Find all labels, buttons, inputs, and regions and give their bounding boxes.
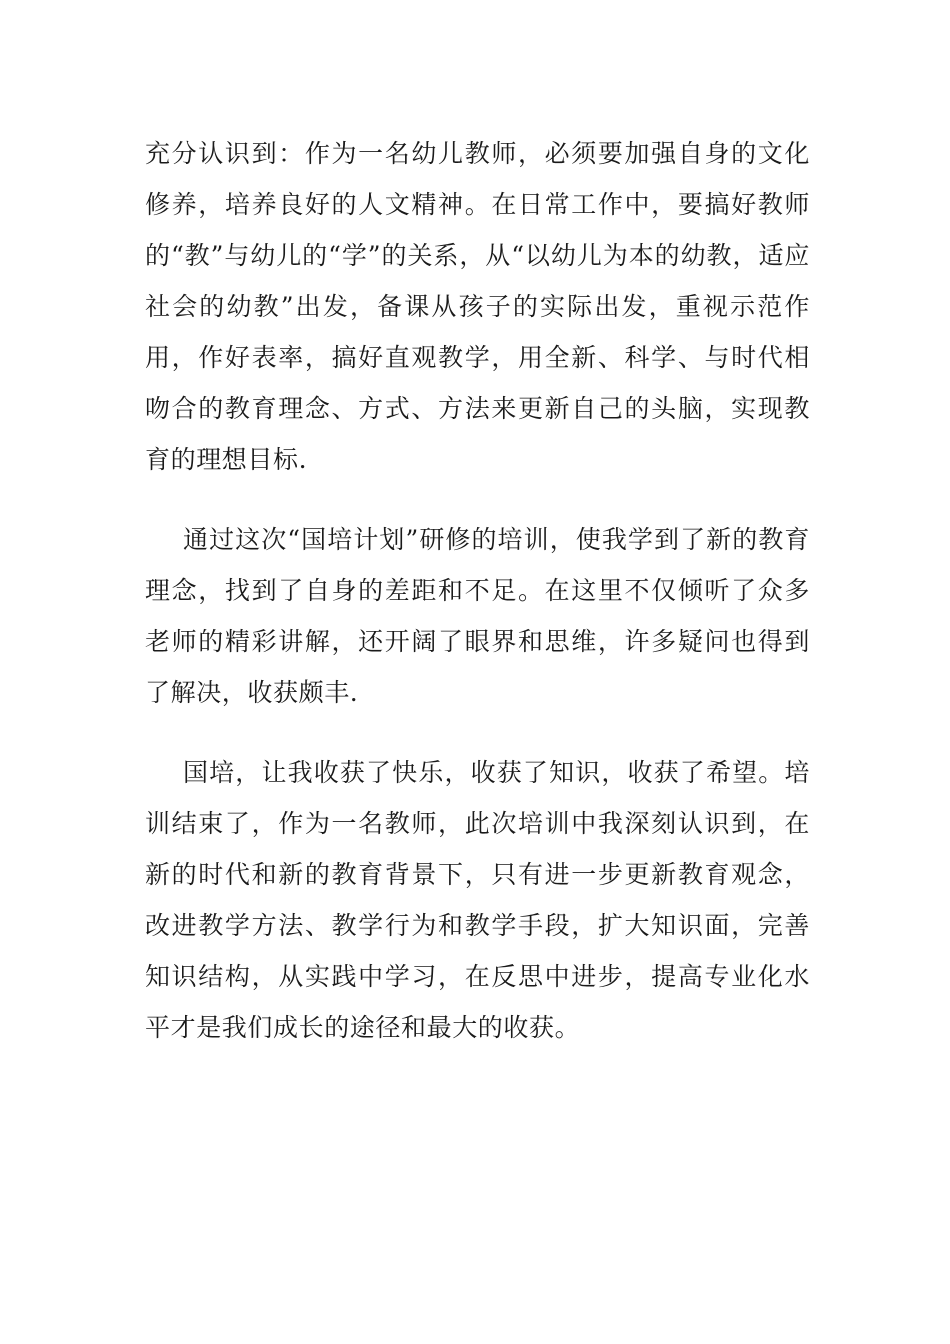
paragraph-continuation: 充分认识到：作为一名幼儿教师，必须要加强自身的文化修养，培养良好的人文精神。在日常工作中，要搞好教师的“教”与幼儿的“学”的关系，从“以幼儿为本的幼教，适应社会的幼教”出发，备课从孩子的实际出发，重视示范作用，作好表率，搞好直观教学，用全新、科学、与时代相吻合的教育理念、方式、方法来更新自己的头脑，实现教育的理想目标. bbox=[145, 139, 810, 474]
paragraph-training-reflection: 通过这次“国培计划”研修的培训，使我学到了新的教育理念，找到了自身的差距和不足。在这里不仅倾听了众多老师的精彩讲解，还开阔了眼界和思维，许多疑问也得到了解决，收获颇丰. bbox=[145, 525, 810, 707]
document-body bbox=[145, 128, 810, 1053]
paragraph-conclusion: 国培，让我收获了快乐，收获了知识，收获了希望。培训结束了，作为一名教师，此次培训中我深刻认识到，在新的时代和新的教育背景下，只有进一步更新教育观念，改进教学方法、教学行为和教学手段，扩大知识面，完善知识结构，从实践中学习，在反思中进步，提高专业化水平才是我们成长的途径和最大的收获。 bbox=[145, 758, 810, 1042]
